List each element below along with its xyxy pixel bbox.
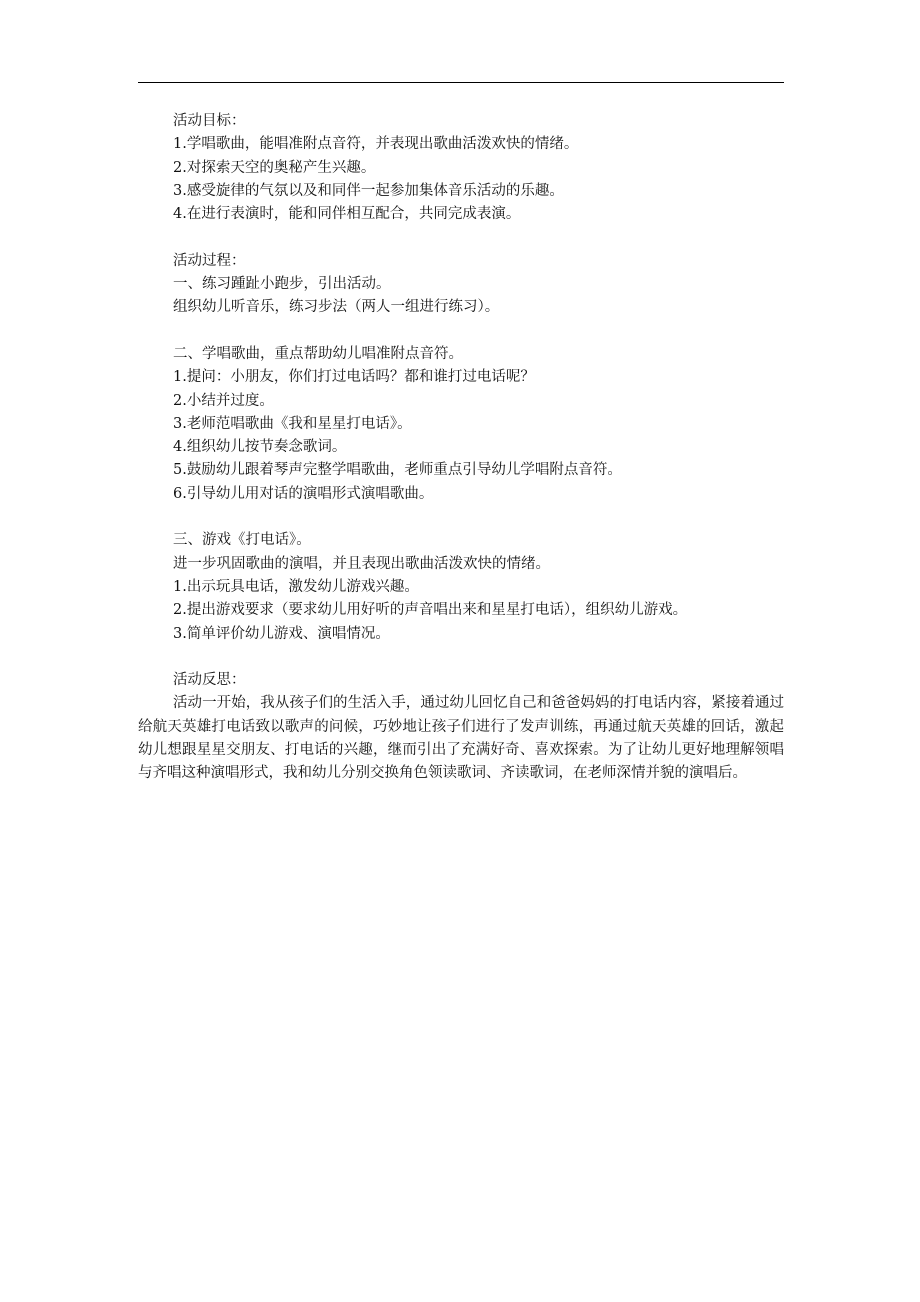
process-heading: 活动过程： (173, 252, 246, 269)
section-line: 1.提问：小朋友，你们打过电话吗？都和谁打过电话呢？ (173, 369, 535, 386)
spacer (138, 226, 784, 249)
spacer (138, 646, 784, 669)
goal-item: 4.在进行表演时，能和同伴相互配合，共同完成表演。 (173, 206, 521, 223)
goal-item: 2.对探索天空的奥秘产生兴趣。 (173, 159, 376, 176)
section-line: 组织幼儿听音乐，练习步法（两人一组进行练习）。 (173, 299, 500, 316)
section-line: 4.组织幼儿按节奏念歌词。 (173, 439, 347, 456)
reflection-paragraph: 活动一开始，我从孩子们的生活入手，通过幼儿回忆自己和爸爸妈妈的打电话内容，紧接着通过给航天英雄打电话致以歌声的问候，巧妙地让孩子们进行了发声训练，再通过航天英雄的回话，激起幼儿想跟星星交朋友、打电话的兴趣，继而引出了充满好奇、喜欢探索。为了让幼儿更好地理解领唱与齐唱这种演唱形式，我和幼儿分别交换角色领读歌词、齐读歌词，在老师深情并貌的演唱后。 (138, 695, 784, 782)
section-line: 2.提出游戏要求（要求幼儿用好听的声音唱出来和星星打电话），组织幼儿游戏。 (173, 602, 688, 619)
section-line: 1.出示玩具电话，激发幼儿游戏兴趣。 (173, 578, 419, 595)
section-title: 二、学唱歌曲，重点帮助幼儿唱准附点音符。 (173, 345, 463, 362)
section-line: 2.小结并过度。 (173, 392, 274, 409)
section-title: 三、游戏《打电话》。 (173, 532, 311, 549)
reflection-section (138, 669, 784, 785)
section-line: 5.鼓励幼儿跟着琴声完整学唱歌曲，老师重点引导幼儿学唱附点音符。 (173, 462, 622, 479)
spacer (138, 320, 784, 343)
section-line: 6.引导幼儿用对话的演唱形式演唱歌曲。 (173, 485, 434, 502)
reflection-heading: 活动反思： (173, 672, 246, 689)
section-line: 3.老师范唱歌曲《我和星星打电话》。 (173, 415, 412, 432)
header-rule (138, 82, 784, 83)
goals-section (138, 110, 784, 226)
section-title: 一、练习踵趾小跑步，引出活动。 (173, 276, 391, 293)
section-line: 3.简单评价幼儿游戏、演唱情况。 (173, 625, 390, 642)
goal-item: 3.感受旋律的气氛以及和同伴一起参加集体音乐活动的乐趣。 (173, 182, 564, 199)
spacer (138, 506, 784, 529)
document-body (138, 110, 784, 786)
goal-item: 1.学唱歌曲，能唱准附点音符，并表现出歌曲活泼欢快的情绪。 (173, 136, 579, 153)
process-section (138, 250, 784, 646)
section-line: 进一步巩固歌曲的演唱，并且表现出歌曲活泼欢快的情绪。 (173, 555, 550, 572)
goals-heading: 活动目标： (173, 113, 246, 129)
